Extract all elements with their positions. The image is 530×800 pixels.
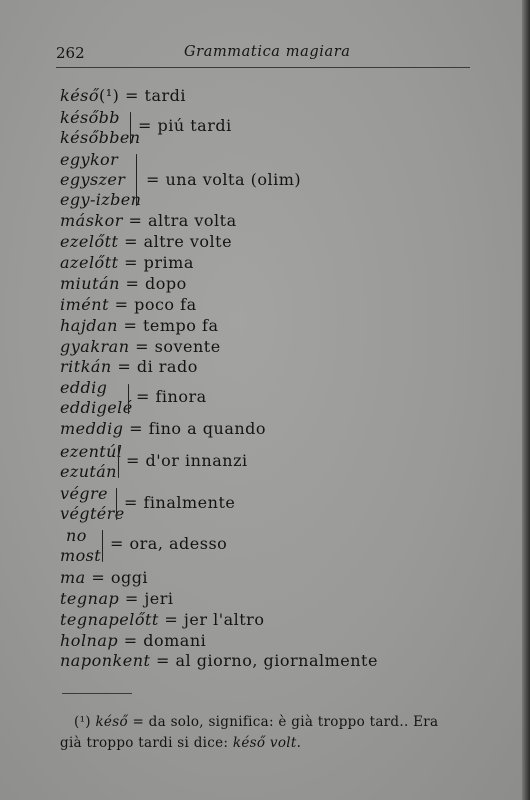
footnote-marker: (¹) bbox=[99, 86, 120, 105]
footnote-text: già troppo tardi si dice: bbox=[60, 735, 229, 751]
group-translation bbox=[110, 534, 227, 554]
hungarian-word: később bbox=[60, 108, 120, 127]
hungarian-word: későbben bbox=[60, 128, 141, 147]
equals-sign: = bbox=[114, 295, 129, 314]
italian-translation: oggi bbox=[110, 568, 149, 587]
vocab-entry bbox=[60, 232, 232, 252]
hungarian-word: meddig bbox=[60, 419, 124, 438]
equals-sign: = bbox=[124, 232, 138, 251]
equals-sign: = bbox=[138, 116, 152, 135]
hungarian-word: miután bbox=[60, 274, 120, 293]
hungarian-word: tegnapelőtt bbox=[60, 610, 159, 629]
equals-sign: = bbox=[117, 357, 132, 376]
italian-translation: di rado bbox=[136, 357, 198, 376]
hungarian-word: végre bbox=[60, 484, 108, 503]
equals-sign: = bbox=[125, 274, 140, 293]
hungarian-word: végtére bbox=[60, 504, 125, 523]
footnote-marker: (¹) bbox=[74, 714, 91, 730]
vocab-entry bbox=[60, 651, 378, 671]
page-number: 262 bbox=[56, 44, 85, 62]
vocab-entry bbox=[60, 253, 194, 273]
group-translation bbox=[136, 387, 207, 407]
italian-translation: finalmente bbox=[143, 493, 236, 512]
vocab-entry bbox=[60, 419, 266, 439]
italian-translation: prima bbox=[143, 253, 194, 272]
group-translation bbox=[126, 451, 248, 471]
vocab-entry bbox=[60, 589, 174, 609]
footnote-line bbox=[60, 733, 480, 753]
hungarian-word: egyszer bbox=[60, 170, 126, 189]
hungarian-word: eddig bbox=[60, 378, 108, 397]
equals-sign: = bbox=[124, 253, 139, 272]
hungarian-word: ritkán bbox=[60, 357, 112, 376]
italian-translation: sovente bbox=[154, 337, 221, 356]
italian-translation: finora bbox=[155, 387, 207, 406]
italian-translation: al giorno, giornalmente bbox=[175, 651, 378, 670]
brace bbox=[128, 384, 129, 414]
italian-translation: altre volte bbox=[143, 232, 233, 251]
group-translation bbox=[146, 170, 301, 190]
vocab-entry bbox=[60, 357, 198, 377]
brace bbox=[136, 154, 137, 206]
italian-translation: fino a quando bbox=[148, 419, 267, 438]
italian-translation: jeri bbox=[144, 589, 174, 608]
italian-translation: tardi bbox=[144, 86, 186, 105]
hungarian-word: egykor bbox=[60, 150, 119, 169]
hungarian-word: gyakran bbox=[60, 337, 130, 356]
hungarian-word: naponkent bbox=[60, 651, 151, 670]
equals-sign: = bbox=[129, 419, 143, 438]
equals-sign: = bbox=[156, 651, 170, 670]
italian-translation: domani bbox=[143, 631, 207, 650]
hungarian-word: no bbox=[66, 526, 87, 545]
page-header bbox=[56, 44, 470, 64]
equals-sign: = bbox=[125, 86, 139, 105]
equals-sign: = bbox=[123, 316, 138, 335]
running-title: Grammatica magiara bbox=[184, 44, 351, 60]
hungarian-word: ezután bbox=[60, 462, 117, 481]
equals-sign: = bbox=[123, 631, 138, 650]
footnote-line bbox=[74, 712, 494, 732]
equals-sign: = bbox=[136, 387, 150, 406]
hungarian-word: késő bbox=[60, 86, 100, 105]
vocab-entry bbox=[60, 316, 218, 336]
vocab-entry bbox=[60, 568, 148, 588]
hungarian-word: hajdan bbox=[60, 316, 118, 335]
equals-sign: = bbox=[128, 211, 143, 230]
header-rule bbox=[56, 67, 470, 68]
hungarian-word: holnap bbox=[60, 631, 119, 650]
equals-sign: = bbox=[164, 610, 179, 629]
equals-sign: = bbox=[126, 451, 140, 470]
footnote-word: késő bbox=[95, 714, 128, 730]
hungarian-word: máskor bbox=[60, 211, 123, 230]
equals-sign: = bbox=[124, 589, 139, 608]
brace bbox=[102, 530, 103, 562]
hungarian-word: eddigelé bbox=[60, 398, 133, 417]
footnote-example: késő volt. bbox=[232, 735, 302, 751]
brace bbox=[130, 112, 131, 144]
equals-sign: = bbox=[124, 493, 138, 512]
vocab-entry bbox=[60, 295, 197, 315]
hungarian-word: tegnap bbox=[60, 589, 120, 608]
hungarian-word: most bbox=[60, 546, 102, 565]
brace bbox=[118, 446, 119, 478]
brace bbox=[116, 488, 117, 520]
italian-translation: tempo fa bbox=[142, 316, 219, 335]
equals-sign: = bbox=[110, 534, 124, 553]
vocab-entry bbox=[60, 337, 221, 357]
equals-sign: = bbox=[135, 337, 150, 356]
vocab-entry bbox=[60, 86, 186, 106]
italian-translation: d'or innanzi bbox=[145, 451, 248, 470]
vocab-entry bbox=[60, 274, 187, 294]
hungarian-word: ezelőtt bbox=[60, 232, 119, 251]
vocab-entry bbox=[60, 631, 206, 651]
hungarian-word: azelőtt bbox=[60, 253, 119, 272]
vocab-entry bbox=[60, 211, 237, 231]
italian-translation: una volta (olim) bbox=[165, 170, 302, 189]
italian-translation: altra volta bbox=[148, 211, 237, 230]
hungarian-word: imént bbox=[60, 295, 109, 314]
vocab-entry bbox=[60, 610, 264, 630]
page-edge-shadow bbox=[522, 0, 530, 800]
footnote-rule bbox=[62, 693, 132, 694]
equals-sign: = bbox=[146, 170, 160, 189]
italian-translation: piú tardi bbox=[157, 116, 232, 135]
italian-translation: poco fa bbox=[134, 295, 197, 314]
equals-sign: = bbox=[91, 568, 106, 587]
italian-translation: jer l'altro bbox=[183, 610, 265, 629]
footnote-text: = da solo, significa: è già troppo tard.. Era bbox=[132, 714, 439, 730]
italian-translation: dopo bbox=[144, 274, 187, 293]
hungarian-word: ezentúl bbox=[60, 442, 123, 461]
hungarian-word: ma bbox=[60, 568, 86, 587]
group-translation bbox=[138, 116, 232, 136]
italian-translation: ora, adesso bbox=[129, 534, 228, 553]
group-translation bbox=[124, 493, 235, 513]
hungarian-word: egy-izben bbox=[60, 190, 142, 209]
